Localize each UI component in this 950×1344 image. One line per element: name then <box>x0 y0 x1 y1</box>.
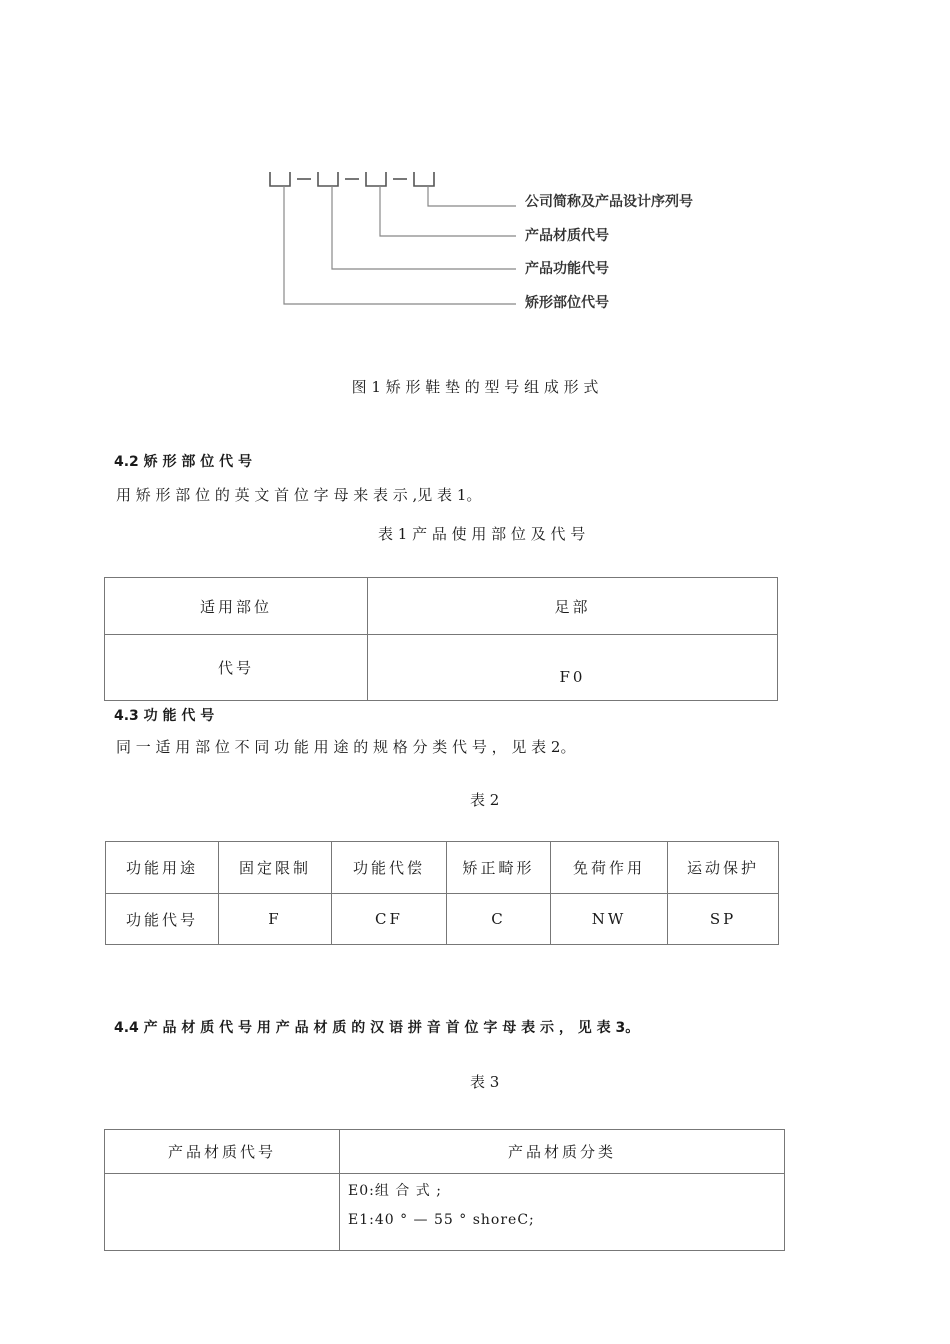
table-row <box>106 894 779 945</box>
table-1 <box>104 577 778 701</box>
material-line: E1:40 ° — 55 ° shoreC; <box>348 1212 535 1228</box>
material-line: E0:组 合 式 ; <box>348 1183 442 1199</box>
table-2-caption: 表 2 <box>470 791 500 809</box>
table-cell: 功能代偿 <box>332 842 447 894</box>
section-4-3-body: 同 一 适 用 部 位 不 同 功 能 用 途 的 规 格 分 类 代 号 ， 见 表 2。 <box>116 738 576 756</box>
table-cell: 功能代号 <box>106 894 219 945</box>
table-cell: CF <box>332 894 447 945</box>
table-cell: 产品材质分类 <box>340 1130 785 1174</box>
table-row <box>105 1174 785 1251</box>
table-3-caption: 表 3 <box>470 1073 500 1091</box>
table-cell: 固定限制 <box>219 842 332 894</box>
section-4-4-heading: 4.4 产 品 材 质 代 号 用 产 品 材 质 的 汉 语 拼 音 首 位 字 母 表 示 ， 见 表 3。 <box>114 1020 640 1036</box>
diagram-label-material-code: 产品材质代号 <box>525 228 609 244</box>
figure-caption: 图 1 矫 形 鞋 垫 的 型 号 组 成 形 式 <box>351 378 599 396</box>
table-2 <box>105 841 779 945</box>
table-cell: SP <box>668 894 779 945</box>
section-4-2-heading: 4.2 矫 形 部 位 代 号 <box>114 454 253 470</box>
table-cell <box>105 1174 340 1251</box>
table-cell: 代号 <box>105 635 368 701</box>
model-format-diagram <box>262 166 732 320</box>
table-cell: 足部 <box>368 578 778 635</box>
table-cell: F0 <box>368 635 778 701</box>
table-cell: 适用部位 <box>105 578 368 635</box>
diagram-label-position-code: 矫形部位代号 <box>525 295 609 311</box>
table-row <box>105 578 778 635</box>
table-1-caption: 表 1 产 品 使 用 部 位 及 代 号 <box>378 525 586 543</box>
table-cell: 产品材质代号 <box>105 1130 340 1174</box>
diagram-label-company-serial: 公司简称及产品设计序列号 <box>525 194 693 210</box>
table-cell: F <box>219 894 332 945</box>
diagram-label-function-code: 产品功能代号 <box>525 261 609 277</box>
table-3 <box>104 1129 785 1251</box>
table-row <box>105 635 778 701</box>
table-cell: 免荷作用 <box>551 842 668 894</box>
table-cell: C <box>447 894 551 945</box>
model-code-connector-lines <box>262 166 732 316</box>
section-4-3-heading: 4.3 功 能 代 号 <box>114 708 215 724</box>
table-cell: 运动保护 <box>668 842 779 894</box>
table-cell: 功能用途 <box>106 842 219 894</box>
table-row <box>105 1130 785 1174</box>
section-4-2-body: 用 矫 形 部 位 的 英 文 首 位 字 母 来 表 示 ,见 表 1。 <box>116 486 482 504</box>
table-cell: NW <box>551 894 668 945</box>
table-cell: 矫正畸形 <box>447 842 551 894</box>
table-row <box>106 842 779 894</box>
table-cell <box>340 1174 785 1251</box>
